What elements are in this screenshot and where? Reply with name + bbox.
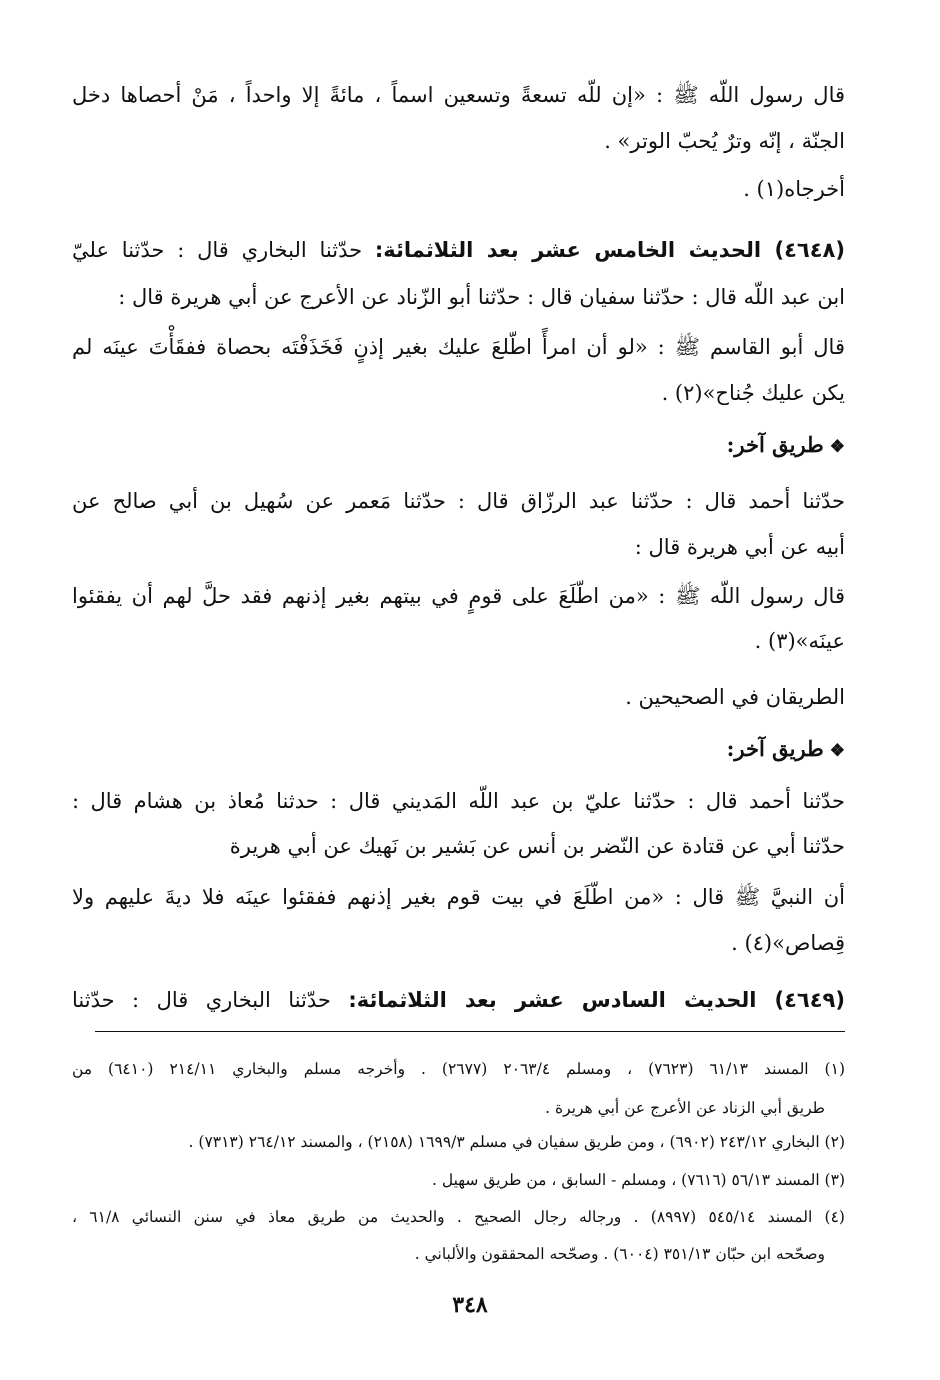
footnote-2: (٢) البخاري ٢٤٣/١٢ (٦٩٠٢) ، ومن طريق سفيان في مسلم ١٦٩٩/٣ (٢١٥٨) ، والمسند ٢٦٤/١٢ (٧٣١٣) . — [188, 1133, 845, 1151]
hadith-text-line: قال رسول اللّه ﷺ : «إن للّه تسعةً وتسعين اسماً ، مائةً إلا واحداً ، مَنْ أحصاها دخل — [72, 83, 845, 107]
isnad-start: حدّثنا البخاري قال : حدّثنا عليّ — [72, 238, 363, 262]
footnote-4-continued: وصحّحه ابن حبّان ٣٥١/١٣ (٦٠٠٤) . وصحّحه المحققون والألباني . — [414, 1245, 825, 1263]
hadith-number-title: (٤٦٤٨) الحديث الخامس عشر بعد الثلاثمائة: — [374, 238, 845, 262]
isnad-line: أبيه عن أبي هريرة قال : — [634, 535, 845, 559]
hadith-text-line: الجنّة ، إنّه وترٌ يُحبّ الوتر» . — [604, 129, 845, 153]
footnote-3: (٣) المسند ٥٦/١٣ (٧٦١٦) ، ومسلم - السابق ، من طريق سهيل . — [432, 1171, 845, 1189]
hadith-4648-heading — [72, 233, 845, 267]
takhrij-note: أخرجاه(١) . — [743, 177, 845, 201]
hadith-text-line: قِصاص»(٤) . — [731, 931, 845, 955]
isnad-line: ابن عبد اللّه قال : حدّثنا سفيان قال : حدّثنا أبو الزّناد عن الأعرج عن أبي هريرة قال : — [118, 285, 845, 309]
isnad-line: حدّثنا أحمد قال : حدّثنا عليّ بن عبد اللّه المَديني قال : حدثنا مُعاذ بن هشام قال : — [72, 789, 845, 813]
diamond-bullet-icon: ❖ — [829, 437, 845, 457]
subheading-another-route — [727, 428, 845, 464]
subheading-another-route — [727, 732, 845, 768]
footnote-separator — [95, 1031, 845, 1032]
diamond-bullet-icon: ❖ — [829, 741, 845, 761]
hadith-text-line: قال رسول اللّه ﷺ : «من اطّلَعَ على قومٍ في بيتهم بغير إذنهم فقد حلَّ لهم أن يفقئوا — [72, 584, 845, 608]
isnad-line: حدّثنا أبي عن قتادة عن النّضر بن أنس عن بَشير بن نَهيك عن أبي هريرة — [229, 834, 845, 858]
hadith-text-line: عينَه»(٣) . — [754, 629, 845, 653]
footnote-1-continued: طريق أبي الزناد عن الأعرج عن أبي هريرة . — [545, 1099, 825, 1117]
hadith-text-line: يكن عليك جُناح»(٢) . — [661, 381, 845, 405]
hadith-number-title: (٤٦٤٩) الحديث السادس عشر بعد الثلاثمائة: — [348, 988, 845, 1012]
hadith-text-line: أن النبيَّ ﷺ قال : «من اطّلَعَ في بيت قوم بغير إذنهم ففقئوا عينَه فلا ديةَ عليهم ولا — [72, 885, 845, 909]
subheading-label: طريق آخر: — [726, 736, 824, 761]
isnad-line: حدّثنا أحمد قال : حدّثنا عبد الرزّاق قال : حدّثنا مَعمر عن سُهيل بن أبي صالح عن — [72, 489, 845, 513]
subheading-label: طريق آخر: — [726, 432, 824, 457]
page-number: ٣٤٨ — [452, 1292, 488, 1318]
footnote-1: (١) المسند ٦١/١٣ (٧٦٢٣) ، ومسلم ٢٠٦٣/٤ (٢٦٧٧) . وأخرجه مسلم والبخاري ٢١٤/١١ (٦٤١٠) من — [72, 1060, 845, 1078]
hadith-4649-heading — [72, 983, 845, 1017]
grading-note: الطريقان في الصحيحين . — [625, 685, 845, 709]
footnote-4: (٤) المسند ٥٤٥/١٤ (٨٩٩٧) . ورجاله رجال الصحيح . والحديث من طريق معاذ في سنن النسائي ٦١/٨ ، — [72, 1208, 845, 1226]
isnad-start: حدّثنا البخاري قال : حدّثنا — [72, 988, 331, 1012]
hadith-text-line: قال أبو القاسم ﷺ : «لو أن امرأً اطّلعَ عليك بغير إذنٍ فَخَذَفْتَه بحصاة ففقَأْتَ عينَه لم — [72, 335, 845, 359]
